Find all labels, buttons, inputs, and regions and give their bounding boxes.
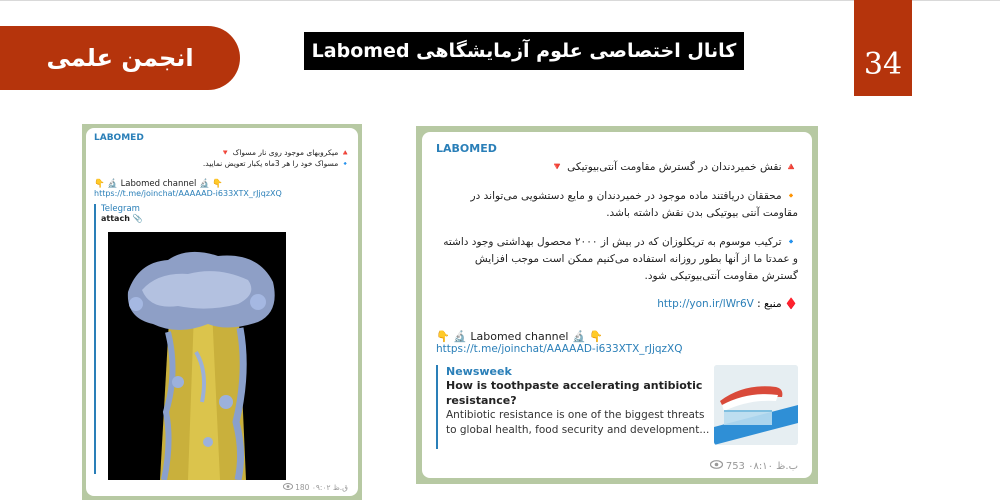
view-count: 180 [295, 482, 310, 492]
preview-description: Antibiotic resistance is one of the biggest threats to global health, food security and development... [446, 409, 710, 436]
preview-text [446, 365, 716, 438]
link-preview[interactable] [436, 365, 798, 449]
post-time: ق.ظ ۰۹:۰۲ [311, 482, 348, 492]
source-label: ♦️ منبع : [757, 298, 798, 310]
toothbrush-microscope-image[interactable] [108, 232, 286, 480]
preview-site: Newsweek [446, 365, 512, 378]
top-rule [0, 0, 1000, 1]
post-meta [283, 483, 348, 493]
sender-name[interactable]: LABOMED [94, 133, 144, 143]
channel-link[interactable]: https://t.me/joinchat/AAAAAD-i633XTX_rJjqzXQ [94, 189, 282, 198]
post-paragraph: 🔸 محققان دریافتند ماده موجود در خمیردندان و مایع دستشویی می‌تواند در مقاومت آنتی بیوتیکی بدن نقش داشته باشد. [470, 190, 798, 219]
source-line [436, 297, 798, 310]
eye-icon [283, 483, 293, 492]
post-meta [710, 460, 798, 472]
post-paragraph: 🔹 ترکیب موسوم به تریکلوزان که در بیش از ۲۰۰۰ محصول بهداشتی وجود داشته و عمدتا ما از آنها بطور روزانه استفاده می‌کنیم ممکن است موجب افزایش گسترش مقاومت آنتی‌بیوتیکی شود. [443, 236, 798, 282]
preview-title: How is toothpaste accelerating antibiotic resistance? [446, 379, 703, 407]
post-headline: 🔺 نقش خمیردندان در گسترش مقاومت آنتی‌بیوتیکی 🔻 [550, 161, 798, 173]
channel-label: 👇 🔬 Labomed channel 🔬 👇 [94, 179, 223, 189]
message-line: 🔺 میکروبهای موجود روی نار مسواک 🔻 [220, 148, 350, 157]
post-time: ب.ظ ۰۸:۱۰ [748, 461, 798, 472]
toothbrush-thumbnail[interactable] [714, 365, 798, 445]
eye-icon [710, 460, 723, 472]
slide-title [304, 32, 744, 70]
channel-link[interactable]: https://t.me/joinchat/AAAAAD-i633XTX_rJjqzXQ [436, 343, 683, 355]
view-count: 753 [725, 461, 745, 472]
page-number [854, 0, 912, 96]
message-line: 🔹 مسواک خود را هر 3ماه یکبار تعویض نمایید. [202, 159, 350, 168]
message-bubble [422, 132, 812, 478]
source-link[interactable]: http://yon.ir/lWr6V [657, 298, 754, 310]
badge-label: انجمن علمی [46, 44, 194, 72]
link-preview[interactable] [94, 204, 350, 474]
slide-title-text: کانال اختصاصی علوم آزمایشگاهی Labomed [311, 40, 737, 62]
page-number-text: 34 [863, 47, 903, 82]
preview-attach: attach 📎 [101, 214, 143, 223]
preview-site: Telegram [101, 204, 140, 214]
association-badge [0, 26, 240, 90]
message-bubble [86, 128, 358, 496]
channel-label: 👇 🔬 Labomed channel 🔬 👇 [436, 330, 603, 343]
left-telegram-post [82, 124, 362, 500]
right-telegram-post [416, 126, 818, 484]
sender-name[interactable]: LABOMED [436, 142, 497, 155]
